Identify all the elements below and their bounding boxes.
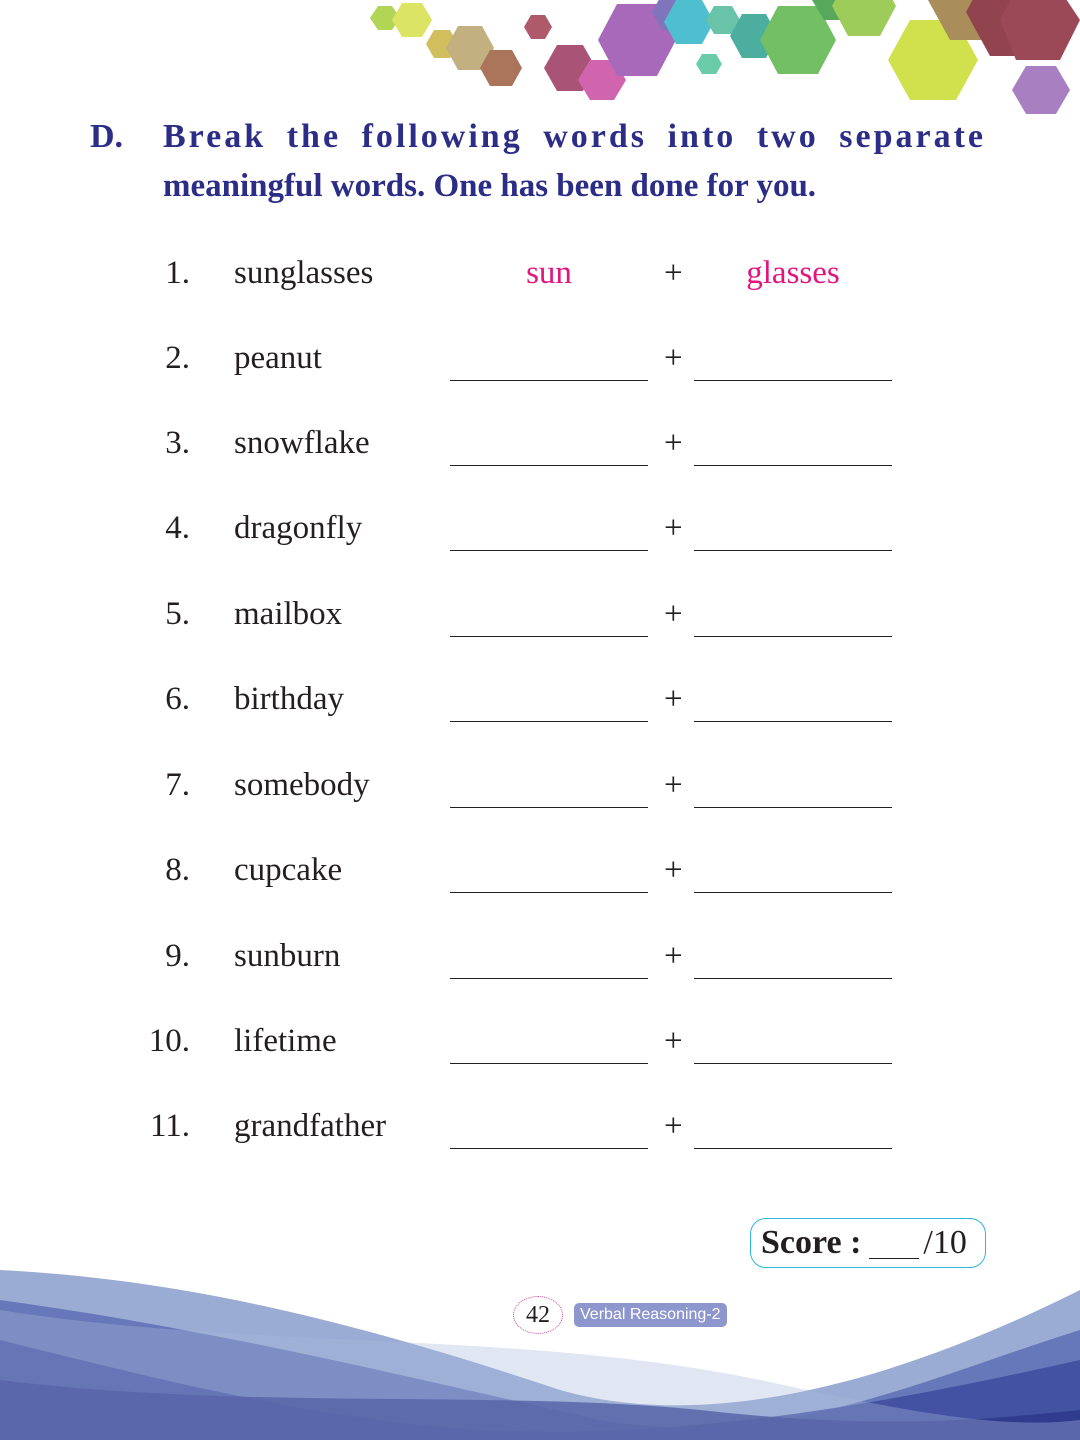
answer-part-1: sun [526,255,572,291]
exercise-row [0,1108,1080,1158]
compound-word: mailbox [234,596,343,632]
answer-blank-1[interactable] [450,425,648,466]
exercise-row [0,1023,1080,1073]
answer-blank-2[interactable] [694,1023,892,1064]
compound-word: cupcake [234,852,343,888]
item-number: 6. [165,681,190,717]
compound-word: snowflake [234,425,370,461]
answer-blank-1[interactable] [450,1023,648,1064]
plus-sign: + [664,1108,683,1144]
decorative-hexagon-banner [0,0,1080,125]
compound-word: peanut [234,340,322,376]
answer-blank-1[interactable] [450,340,648,381]
exercise-row [0,510,1080,560]
compound-word: birthday [234,681,344,717]
item-number: 1. [165,255,190,291]
exercise-row [0,425,1080,475]
item-number: 7. [165,767,190,803]
compound-word: sunglasses [234,255,374,291]
item-number: 8. [165,852,190,888]
hexagon-shape [832,0,896,36]
answer-blank-1[interactable] [450,681,648,722]
plus-sign: + [664,938,683,974]
exercise-row [0,938,1080,988]
score-total: /10 [923,1224,967,1261]
answer-blank-2[interactable] [694,767,892,808]
item-number: 9. [165,938,190,974]
book-title-badge: Verbal Reasoning-2 [574,1303,727,1327]
compound-word: sunburn [234,938,341,974]
plus-sign: + [664,255,683,291]
hexagon-shape [1012,66,1070,114]
plus-sign: + [664,596,683,632]
hexagon-shape [524,15,552,39]
page-number: 42 [513,1296,563,1334]
answer-blank-1[interactable] [450,938,648,979]
score-box [750,1218,986,1268]
exercise-row [0,340,1080,390]
exercise-row [0,255,1080,305]
answer-blank-1[interactable] [450,1108,648,1149]
plus-sign: + [664,425,683,461]
answer-blank-2[interactable] [694,852,892,893]
plus-sign: + [664,1023,683,1059]
item-number: 4. [165,510,190,546]
compound-word: lifetime [234,1023,337,1059]
answer-blank-2[interactable] [694,340,892,381]
compound-word: somebody [234,767,370,803]
answer-blank-1[interactable] [450,596,648,637]
answer-blank-2[interactable] [694,510,892,551]
compound-word: grandfather [234,1108,387,1144]
compound-word: dragonfly [234,510,363,546]
plus-sign: + [664,340,683,376]
plus-sign: + [664,510,683,546]
exercise-row [0,596,1080,646]
answer-blank-1[interactable] [450,852,648,893]
plus-sign: + [664,767,683,803]
answer-blank-1[interactable] [450,510,648,551]
item-number: 3. [165,425,190,461]
item-number: 11. [149,1108,190,1144]
exercise-row [0,767,1080,817]
item-number: 5. [165,596,190,632]
answer-blank-2[interactable] [694,596,892,637]
answer-blank-2[interactable] [694,938,892,979]
score-label: Score : [761,1224,862,1261]
hexagon-shape [696,54,722,74]
exercise-label: D. [90,118,124,155]
exercise-row [0,681,1080,731]
answer-part-2: glasses [746,255,840,291]
item-number: 10. [148,1023,190,1059]
answer-blank-2[interactable] [694,425,892,466]
score-blank[interactable] [869,1228,919,1259]
exercise-row [0,852,1080,902]
instruction-line-1: Break the following words into two separate [163,118,986,155]
hexagon-shape [392,3,432,37]
plus-sign: + [664,852,683,888]
answer-blank-2[interactable] [694,681,892,722]
plus-sign: + [664,681,683,717]
answer-blank-1[interactable] [450,767,648,808]
answer-blank-2[interactable] [694,1108,892,1149]
instruction-line-2: meaningful words. One has been done for you. [163,168,817,204]
item-number: 2. [165,340,190,376]
